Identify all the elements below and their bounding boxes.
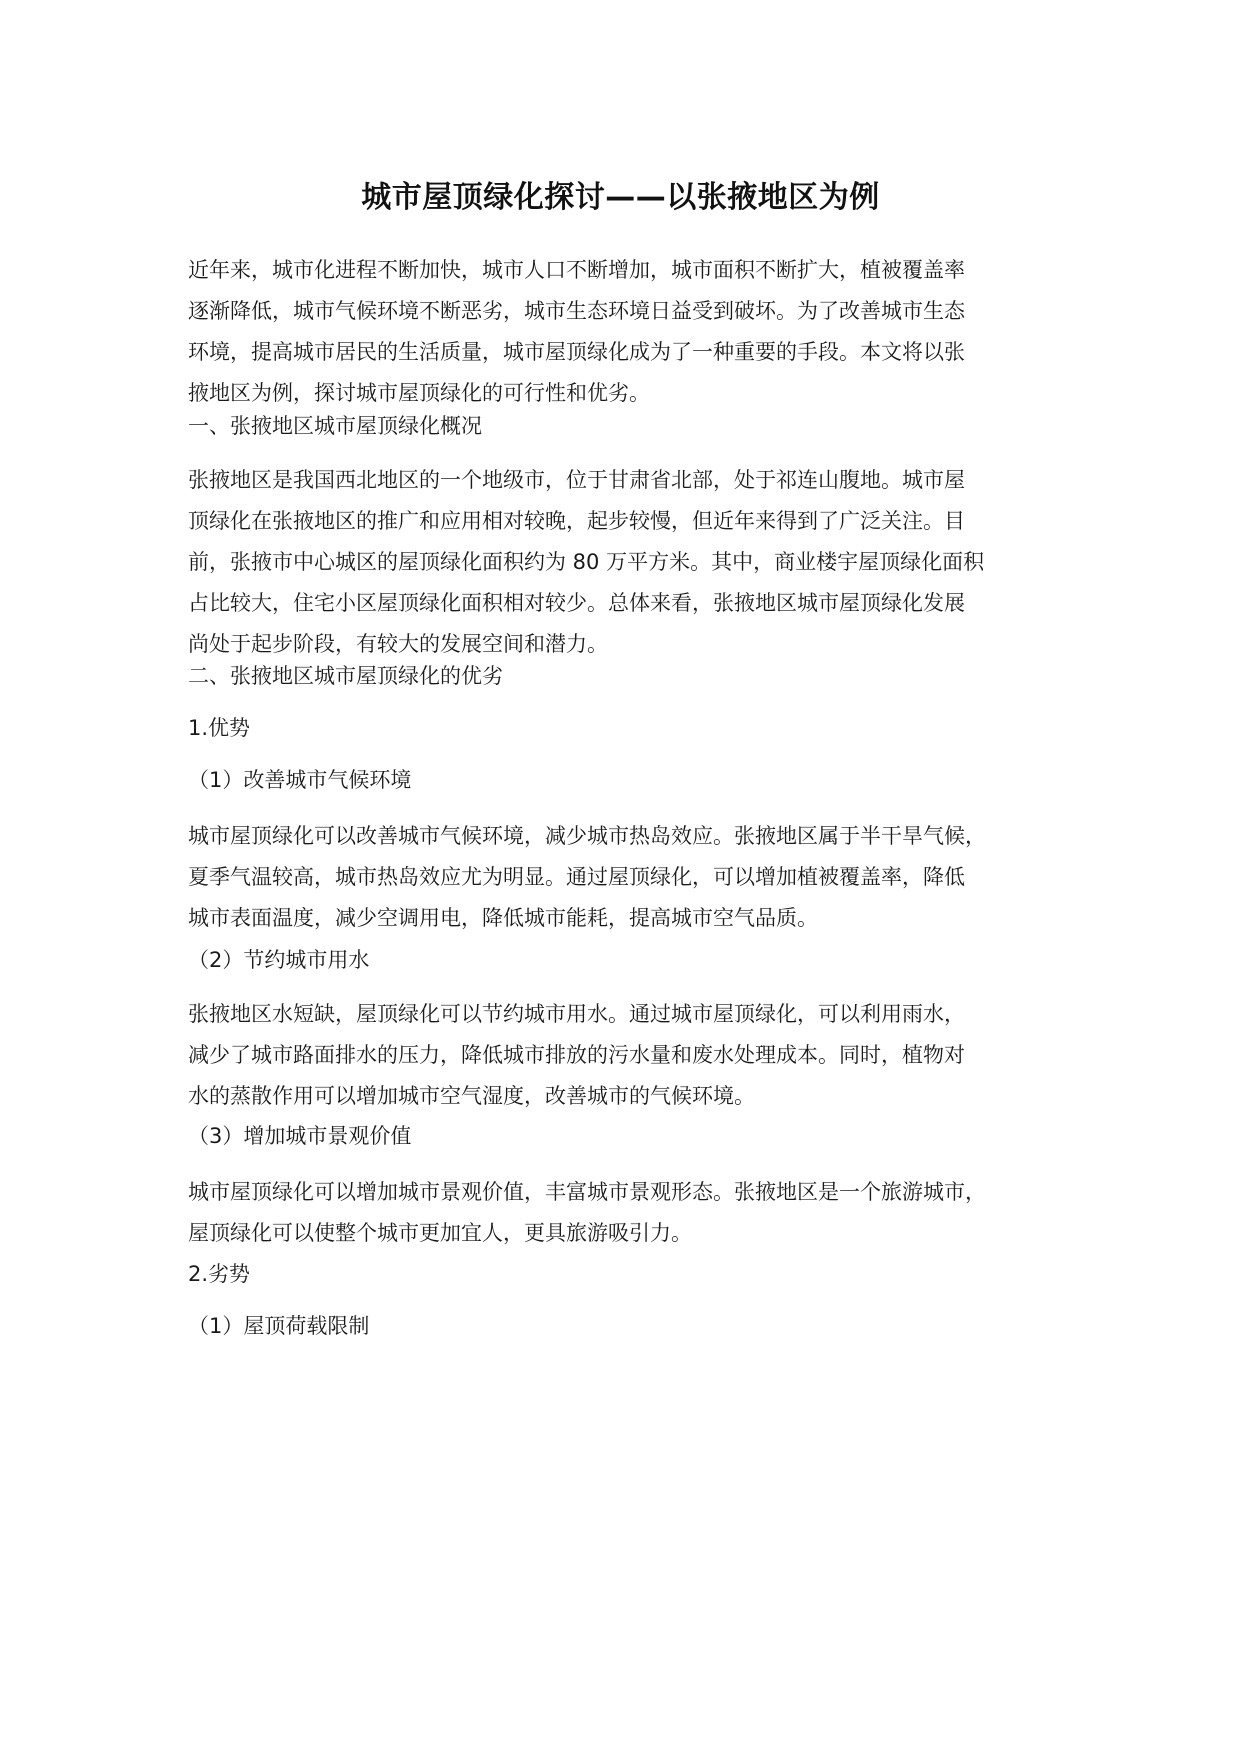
- paragraph-line: 水的蒸散作用可以增加城市空气湿度，改善城市的气候环境。: [188, 1084, 755, 1108]
- paragraph-line: 尚处于起步阶段，有较大的发展空间和潜力。: [188, 632, 608, 656]
- paragraph-line: 掖地区为例，探讨城市屋顶绿化的可行性和优劣。: [188, 381, 650, 405]
- paragraph-line: 占比较大，住宅小区屋顶绿化面积相对较少。总体来看，张掖地区城市屋顶绿化发展: [188, 591, 965, 615]
- paragraph-line: 环境，提高城市居民的生活质量，城市屋顶绿化成为了一种重要的手段。本文将以张: [188, 340, 965, 364]
- section1-paragraph: [188, 460, 1068, 665]
- paragraph-line: 减少了城市路面排水的压力，降低城市排放的污水量和废水处理成本。同时，植物对: [188, 1043, 965, 1067]
- subsection-heading: 1.优势: [188, 716, 251, 740]
- paragraph-line: 屋顶绿化可以使整个城市更加宜人，更具旅游吸引力。: [188, 1221, 692, 1245]
- document-title: 城市屋顶绿化探讨——以张掖地区为例: [361, 180, 880, 215]
- intro-paragraph: [188, 250, 1068, 414]
- subsection-heading: 2.劣势: [188, 1262, 251, 1286]
- paragraph-line: 前，张掖市中心城区的屋顶绿化面积约为 80 万平方米。其中，商业楼宇屋顶绿化面积: [188, 550, 985, 574]
- paragraph-line: 逐渐降低，城市气候环境不断恶劣，城市生态环境日益受到破坏。为了改善城市生态: [188, 299, 965, 323]
- item-heading: （1）改善城市气候环境: [188, 768, 412, 792]
- paragraph-line: 顶绿化在张掖地区的推广和应用相对较晚，起步较慢，但近年来得到了广泛关注。目: [188, 509, 965, 533]
- item-heading: （1）屋顶荷载限制: [188, 1314, 370, 1338]
- paragraph-line: 近年来，城市化进程不断加快，城市人口不断增加，城市面积不断扩大，植被覆盖率: [188, 258, 965, 282]
- paragraph-line: 城市屋顶绿化可以改善城市气候环境，减少城市热岛效应。张掖地区属于半干旱气候，: [188, 824, 986, 848]
- adv2-paragraph: [188, 994, 1068, 1117]
- paragraph-line: 张掖地区是我国西北地区的一个地级市，位于甘肃省北部，处于祁连山腹地。城市屋: [188, 468, 965, 492]
- paragraph-line: 城市屋顶绿化可以增加城市景观价值，丰富城市景观形态。张掖地区是一个旅游城市，: [188, 1180, 986, 1204]
- adv1-paragraph: [188, 816, 1068, 939]
- section-heading: 二、张掖地区城市屋顶绿化的优劣: [188, 664, 503, 688]
- item-heading: （3）增加城市景观价值: [188, 1124, 412, 1148]
- paragraph-line: 城市表面温度，减少空调用电，降低城市能耗，提高城市空气品质。: [188, 906, 818, 930]
- section-heading: 一、张掖地区城市屋顶绿化概况: [188, 414, 482, 438]
- paragraph-line: 张掖地区水短缺，屋顶绿化可以节约城市用水。通过城市屋顶绿化，可以利用雨水，: [188, 1002, 965, 1026]
- paragraph-line: 夏季气温较高，城市热岛效应尤为明显。通过屋顶绿化，可以增加植被覆盖率，降低: [188, 865, 965, 889]
- item-heading: （2）节约城市用水: [188, 948, 370, 972]
- adv3-paragraph: [188, 1172, 1068, 1254]
